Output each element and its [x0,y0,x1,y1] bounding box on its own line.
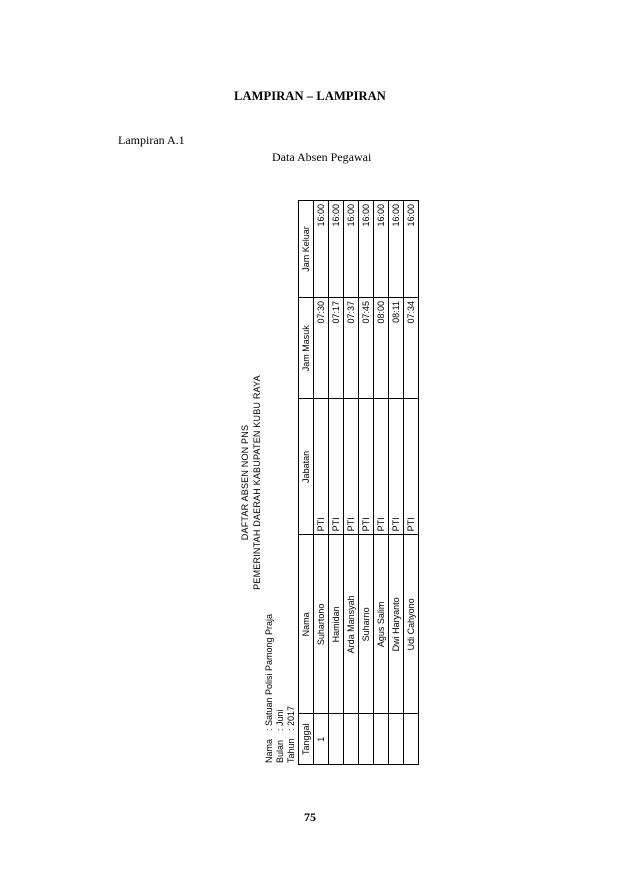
cell-jam-masuk: 07:45 [359,297,374,398]
cell-jam-keluar: 16:00 [374,201,389,298]
cell-nama: Hamidan [329,535,344,714]
meta-key: Nama [264,738,274,763]
cell-nama: Dwi Haryanto [389,535,404,714]
table-header-row [299,201,314,765]
cell-jam-keluar: 16:00 [389,201,404,298]
meta-key: Bulan [275,739,285,763]
attendance-sheet [240,200,420,765]
column-header-jabatan: Jabatan [299,399,314,535]
cell-tanggal: 1 [314,714,329,765]
cell-jabatan: PTI [344,399,359,535]
cell-jabatan: PTI [329,399,344,535]
cell-jam-masuk: 07:34 [404,297,419,398]
table-row [359,201,374,765]
column-header-jam-keluar: Jam Keluar [299,201,314,298]
cell-jabatan: PTI [374,399,389,535]
cell-jam-keluar: 16:00 [314,201,329,298]
cell-jam-keluar: 16:00 [359,201,374,298]
meta-nama [264,614,274,763]
rotated-table-region [240,200,420,765]
column-header-tanggal: Tanggal [299,714,314,765]
cell-tanggal [404,714,419,765]
cell-nama: Suhartono [314,535,329,714]
cell-jam-keluar: 16:00 [404,201,419,298]
cell-tanggal [344,714,359,765]
sheet-subheading: PEMERINTAH DAERAH KABUPATEN KUBU RAYA [252,375,262,590]
column-header-nama: Nama [299,535,314,714]
cell-jam-keluar: 16:00 [344,201,359,298]
page-number: 75 [304,810,316,824]
cell-nama: Arda Mansyah [344,535,359,714]
page-title: LAMPIRAN – LAMPIRAN [234,89,386,103]
cell-jabatan: PTI [314,399,329,535]
cell-tanggal [359,714,374,765]
cell-jabatan: PTI [389,399,404,535]
cell-jam-masuk: 07:30 [314,297,329,398]
sheet-heading: DAFTAR ABSEN NON PNS [240,424,250,541]
cell-tanggal [329,714,344,765]
cell-jam-masuk: 08:00 [374,297,389,398]
table-row [374,201,389,765]
cell-tanggal [389,714,404,765]
table-row [314,201,329,765]
column-header-jam-masuk: Jam Masuk [299,297,314,398]
cell-jabatan: PTI [404,399,419,535]
cell-jam-masuk: 07:37 [344,297,359,398]
cell-jam-keluar: 16:00 [329,201,344,298]
table-row [404,201,419,765]
lampiran-label: Lampiran A.1 [118,133,185,147]
cell-nama: Suharno [359,535,374,714]
cell-nama: Udi Cahyono [404,535,419,714]
cell-jam-masuk: 07:17 [329,297,344,398]
meta-value: : Satuan Polisi Pamong Praja [264,613,274,731]
meta-value: : 2017 [286,705,296,731]
meta-tahun [286,706,296,763]
meta-bulan [275,709,285,763]
cell-jam-masuk: 08:11 [389,297,404,398]
meta-key: Tahun [286,738,296,763]
cell-jabatan: PTI [359,399,374,535]
cell-tanggal [374,714,389,765]
table-row [389,201,404,765]
table-caption: Data Absen Pegawai [272,150,372,164]
table-row [329,201,344,765]
attendance-table [298,200,419,765]
table-row [344,201,359,765]
cell-nama: Agus Salim [374,535,389,714]
meta-value: : Juni [275,709,285,731]
